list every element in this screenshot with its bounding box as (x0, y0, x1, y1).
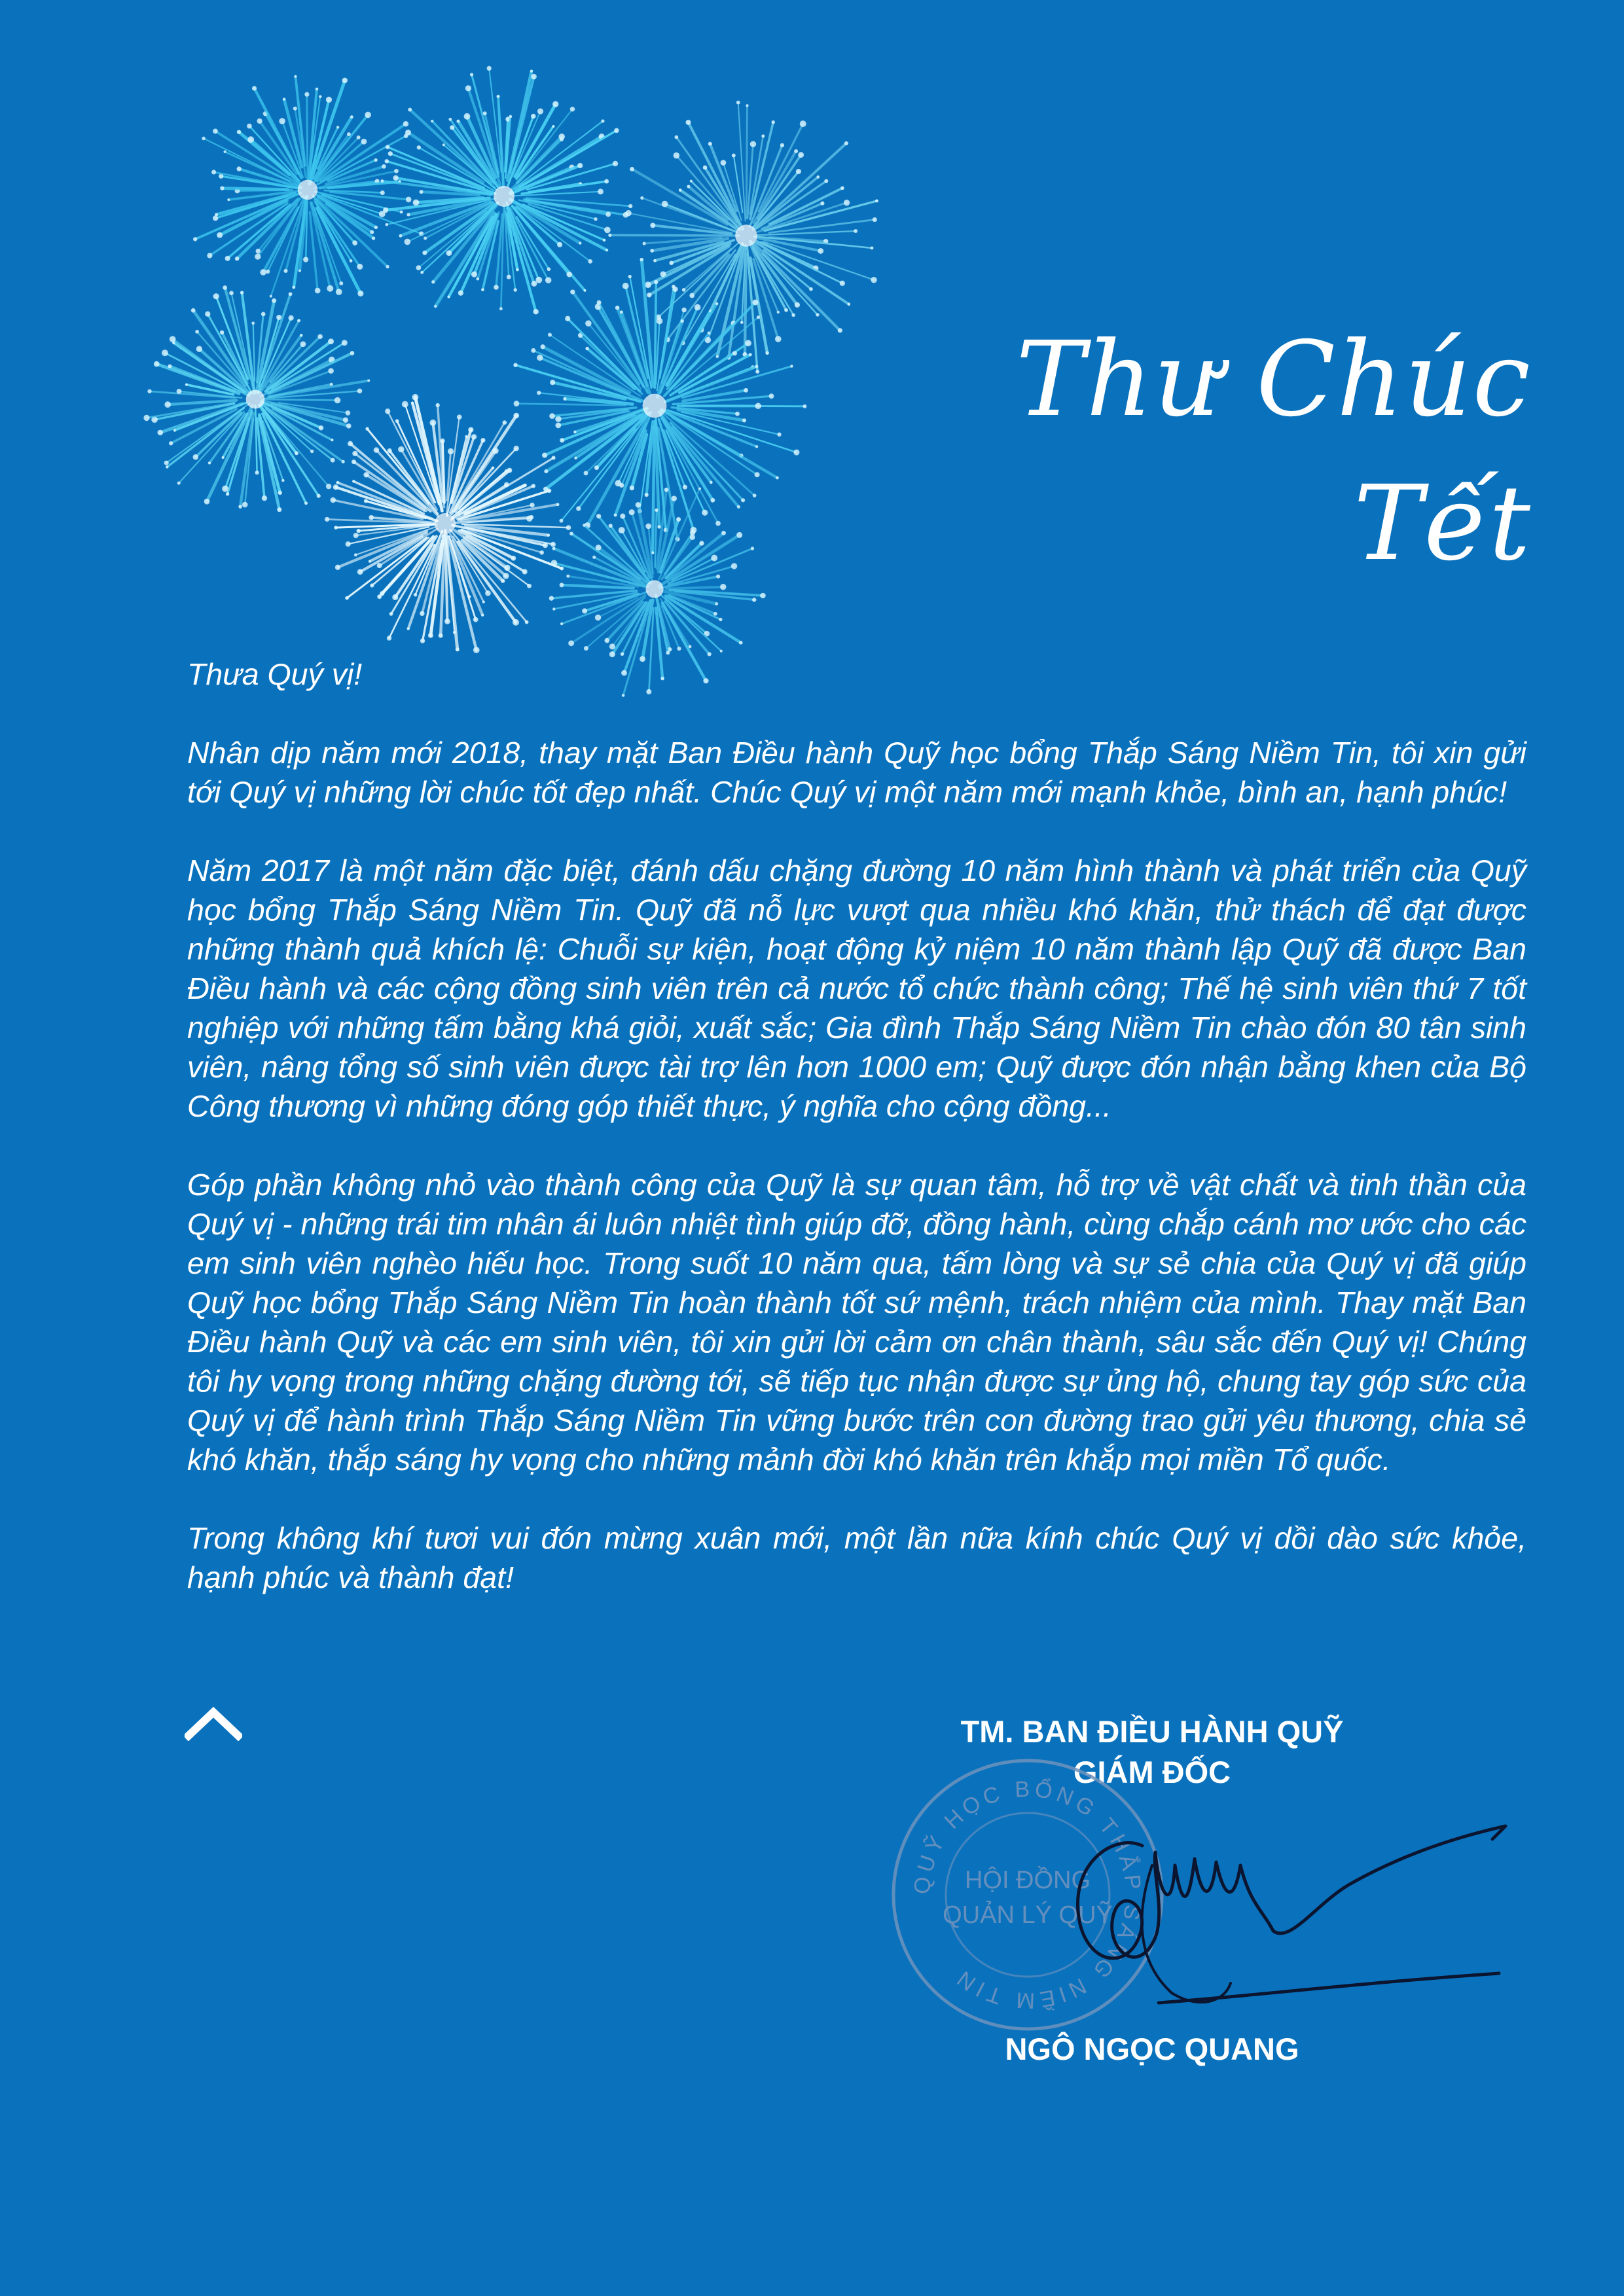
seal-line-2: QUẢN LÝ QUỸ (943, 1901, 1113, 1929)
paragraph-thanks: Góp phần không nhỏ vào thành công của Quỹ là sự quan tâm, hỗ trợ về vật chất và tinh thần của Quý vị - những trái tim nhân ái luôn nhiệt tình giúp đỡ, đồng hành, cùng chắp cánh mơ ước cho các em sinh viên nghèo hiếu học. Trong suốt 10 năm qua, tấm lòng và sự sẻ chia của Quý vị đã giúp Quỹ học bổng Thắp Sáng Niềm Tin hoàn thành tốt sứ mệnh, trách nhiệm của mình. Thay mặt Ban Điều hành Quỹ và các em sinh viên, tôi xin gửi lời cảm ơn chân thành, sâu sắc đến Quý vị! Chúng tôi hy vọng trong những chặng đường tới, sẽ tiếp tục nhận được sự ủng hộ, chung tay góp sức của Quý vị để hành trình Thắp Sáng Niềm Tin vững bước trên con đường trao gửi yêu thương, chia sẻ khó khăn, thắp sáng hy vọng cho những mảnh đời khó khăn trên khắp mọi miền Tổ quốc. (187, 1168, 1526, 1477)
paragraph-2017-achievements: Năm 2017 là một năm đặc biệt, đánh dấu chặng đường 10 năm hình thành và phát triển của Quỹ học bổng Thắp Sáng Niềm Tin. Quỹ đã nỗ lực vượt qua nhiều khó khăn, thử thách để đạt được những thành quả khích lệ: Chuỗi sự kiện, hoạt động kỷ niệm 10 năm thành lập Quỹ đã được Ban Điều hành và các cộng đồng sinh viên trên cả nước tổ chức thành công; Thế hệ sinh viên thứ 7 tốt nghiệp với những tấm bằng khá giỏi, xuất sắc; Gia đình Thắp Sáng Niềm Tin chào đón 80 tân sinh viên, nâng tổng số sinh viên được tài trợ lên hơn 1000 em; Quỹ được đón nhận bằng khen của Bộ Công thương vì những đóng góp thiết thực, ý nghĩa cho cộng đồng... (187, 853, 1526, 1123)
fireworks-illustration (105, 65, 943, 720)
paragraph-closing-wishes: Trong không khí tươi vui đón mừng xuân mới, một lần nữa kính chúc Quý vị dồi dào sức khỏe, hạnh phúc và thành đạt! (187, 1521, 1526, 1594)
greeting: Thưa Quý vị! (187, 657, 363, 691)
signer-name: NGÔ NGỌC QUANG (1005, 2032, 1299, 2066)
seal-line-1: HỘI ĐỒNG (964, 1867, 1091, 1894)
page-title: Thư Chúc Tết (1015, 319, 1532, 584)
firework-burst (193, 75, 424, 298)
paragraph-new-year-wishes: Nhân dịp năm mới 2018, thay mặt Ban Điều hành Quỹ học bổng Thắp Sáng Niềm Tin, tôi xin gửi tới Quý vị những lời chúc tốt đẹp nhất. Chúc Quý vị một năm mới mạnh khỏe, bình an, hạnh phúc! (187, 736, 1526, 809)
firework-burst (325, 394, 571, 653)
position-title: GIÁM ĐỐC (1073, 1755, 1231, 1789)
firework-burst (380, 66, 632, 315)
firework-burst (143, 285, 370, 512)
chevron-up-icon[interactable] (185, 1702, 242, 1741)
handwritten-signature (1041, 1806, 1519, 2016)
letter-body (187, 655, 1526, 1636)
seal-outer-text: QUỸ HỌC BỔNG THẮP SÁNG NIỀM TIN (909, 1776, 1146, 2013)
firework-burst (513, 258, 806, 554)
org-line: TM. BAN ĐIỀU HÀNH QUỸ (960, 1714, 1344, 1749)
